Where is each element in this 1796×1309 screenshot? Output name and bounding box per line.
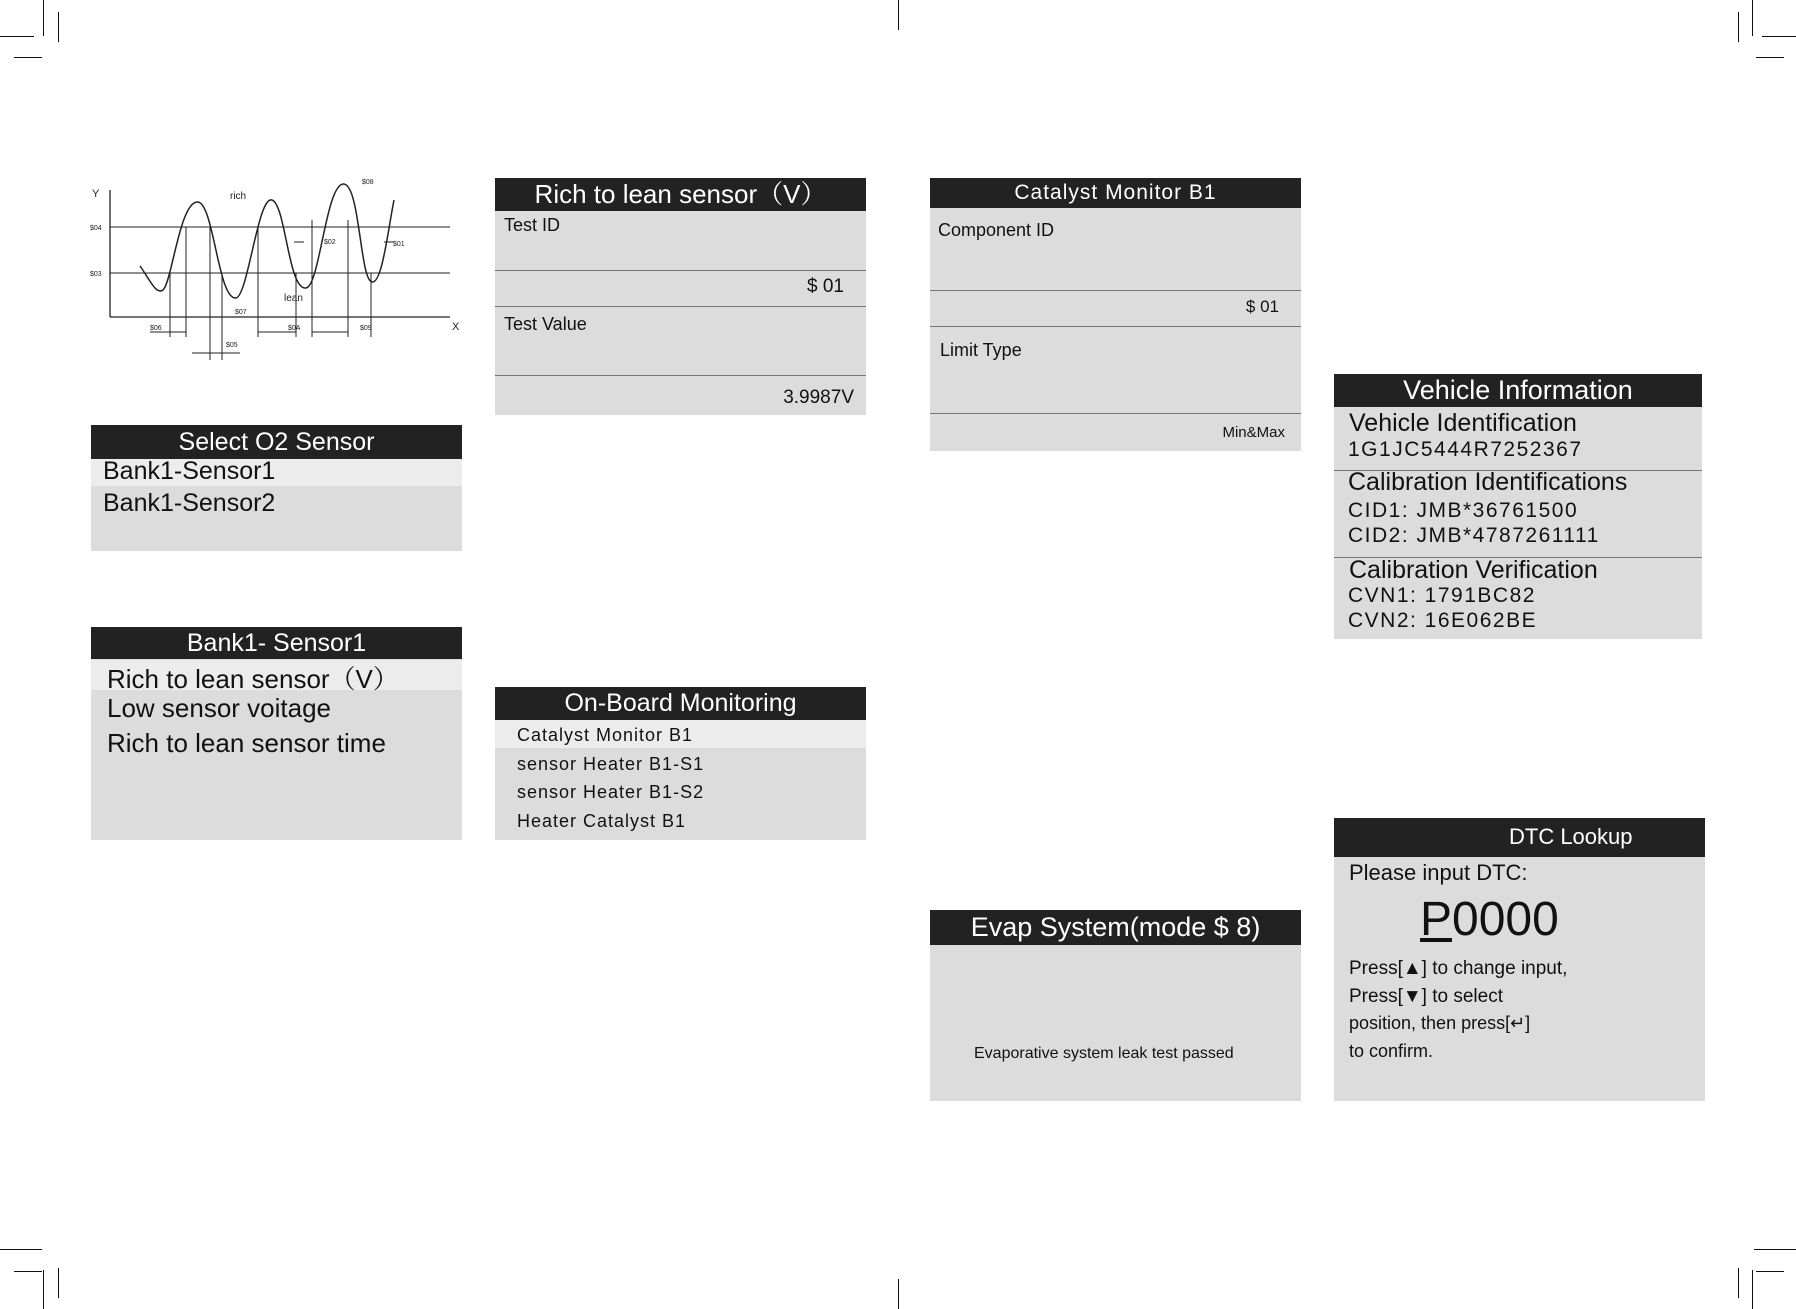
crop-mark	[43, 1270, 44, 1309]
crop-mark	[0, 1249, 42, 1250]
dtc-lookup-screen	[1334, 818, 1705, 1101]
dtc-title-text: DTC Lookup	[1509, 824, 1633, 849]
divider	[495, 270, 866, 271]
screen-title: On-Board Monitoring	[495, 687, 866, 720]
test-id-label: Test ID	[504, 215, 561, 235]
marker-label: $02	[324, 239, 336, 246]
instruction-line: Press[▼] to select	[1349, 986, 1503, 1007]
sensor-voltage-curve	[140, 184, 394, 298]
crop-mark	[43, 0, 44, 36]
crop-mark	[1738, 1268, 1739, 1298]
screen-title: Bank1- Sensor1	[91, 627, 462, 659]
on-board-monitoring-screen	[495, 687, 866, 840]
marker-label: $0A	[288, 325, 301, 332]
divider	[930, 290, 1301, 291]
bank1-sensor1-screen	[91, 627, 462, 840]
instruction-line: Press[▲] to change input,	[1349, 958, 1568, 979]
evap-system-screen	[930, 910, 1301, 1101]
cvn1-value: CVN1: 1791BC82	[1348, 584, 1536, 607]
crop-mark	[0, 36, 34, 37]
evap-status-message: Evaporative system leak test passed	[974, 1045, 1234, 1062]
vin-value: 1G1JC5444R7252367	[1348, 438, 1583, 461]
menu-item-sensor-heater-b1-s1[interactable]: sensor Heater B1-S1	[517, 754, 705, 774]
catalyst-monitor-b1-screen	[930, 178, 1301, 451]
menu-item-rich-to-lean-time[interactable]: Rich to lean sensor time	[107, 728, 386, 758]
crop-mark	[58, 1268, 59, 1298]
divider	[930, 326, 1301, 327]
crop-mark	[1738, 12, 1739, 42]
test-id-value: $ 01	[807, 276, 844, 297]
calibration-ids-label: Calibration Identifications	[1348, 468, 1628, 496]
divider	[495, 375, 866, 376]
cid2-value: CID2: JMB*4787261111	[1348, 524, 1600, 547]
marker-label: $07	[235, 309, 247, 316]
instruction-line: position, then press[↵]	[1349, 1013, 1531, 1033]
screen-title: Vehicle Information	[1334, 374, 1702, 407]
screen-title: Select O2 Sensor	[91, 425, 462, 459]
crop-mark	[1756, 1271, 1784, 1272]
menu-item-rich-to-lean[interactable]: Rich to lean sensor（V）	[107, 664, 399, 694]
vehicle-information-screen	[1334, 374, 1702, 639]
crop-mark	[1752, 0, 1753, 36]
component-id-value: $ 01	[1245, 297, 1279, 316]
crop-mark	[898, 0, 899, 30]
limit-type-value: Min&Max	[1222, 424, 1285, 441]
dtc-code-digits: 0000	[1452, 893, 1559, 946]
menu-item-sensor-heater-b1-s2[interactable]: sensor Heater B1-S2	[517, 782, 705, 802]
test-value: 3.9987V	[783, 387, 854, 408]
cvn2-value: CVN2: 16E062BE	[1348, 609, 1538, 632]
rich-label: rich	[230, 191, 247, 202]
crop-mark	[14, 1271, 42, 1272]
dtc-code-input[interactable]	[1420, 892, 1559, 947]
menu-item-heater-catalyst-b1[interactable]: Heater Catalyst B1	[517, 811, 687, 831]
menu-item-bank1-sensor1[interactable]: Bank1-Sensor1	[103, 457, 276, 485]
dtc-prompt: Please input DTC:	[1349, 860, 1528, 885]
crop-mark	[1754, 1249, 1796, 1250]
y-axis-label: Y	[92, 188, 100, 200]
calibration-verification-label: Calibration Verification	[1349, 556, 1598, 584]
menu-item-bank1-sensor2[interactable]: Bank1-Sensor2	[103, 489, 276, 517]
vehicle-identification-label: Vehicle Identification	[1349, 409, 1577, 437]
menu-item-catalyst-monitor-b1[interactable]: Catalyst Monitor B1	[517, 725, 694, 745]
crop-mark	[1752, 1270, 1753, 1309]
dtc-cursor-char: P	[1420, 893, 1453, 946]
marker-label: $01	[393, 241, 405, 248]
menu-item-low-sensor-voltage[interactable]: Low sensor voitage	[107, 693, 332, 723]
instruction-line: to confirm.	[1349, 1041, 1434, 1061]
test-value-label: Test Value	[504, 314, 587, 334]
lean-label: lean	[284, 293, 303, 304]
screen-title: Rich to lean sensor（V）	[495, 178, 866, 211]
marker-label: $09	[360, 325, 372, 332]
select-o2-sensor-screen	[91, 425, 462, 551]
divider	[930, 413, 1301, 414]
screen-title: Catalyst Monitor B1	[930, 178, 1301, 208]
marker-label: $05	[226, 342, 238, 349]
crop-mark	[14, 57, 42, 58]
crop-mark	[1756, 57, 1784, 58]
x-axis-label: X	[452, 321, 460, 333]
cid1-value: CID1: JMB*36761500	[1348, 499, 1579, 522]
marker-label: $08	[362, 179, 374, 186]
limit-type-label: Limit Type	[940, 340, 1022, 360]
screen-title: Evap System(mode $ 8)	[930, 910, 1301, 945]
divider	[495, 306, 866, 307]
screen-title	[1334, 818, 1705, 857]
o2-waveform-diagram	[88, 170, 468, 370]
crop-mark	[1762, 36, 1796, 37]
crop-mark	[898, 1279, 899, 1309]
marker-label: $06	[150, 325, 162, 332]
rich-to-lean-sensor-screen	[495, 178, 866, 415]
marker-label: $03	[90, 271, 102, 278]
marker-label: $04	[90, 225, 102, 232]
crop-mark	[58, 12, 59, 42]
component-id-label: Component ID	[938, 220, 1055, 240]
